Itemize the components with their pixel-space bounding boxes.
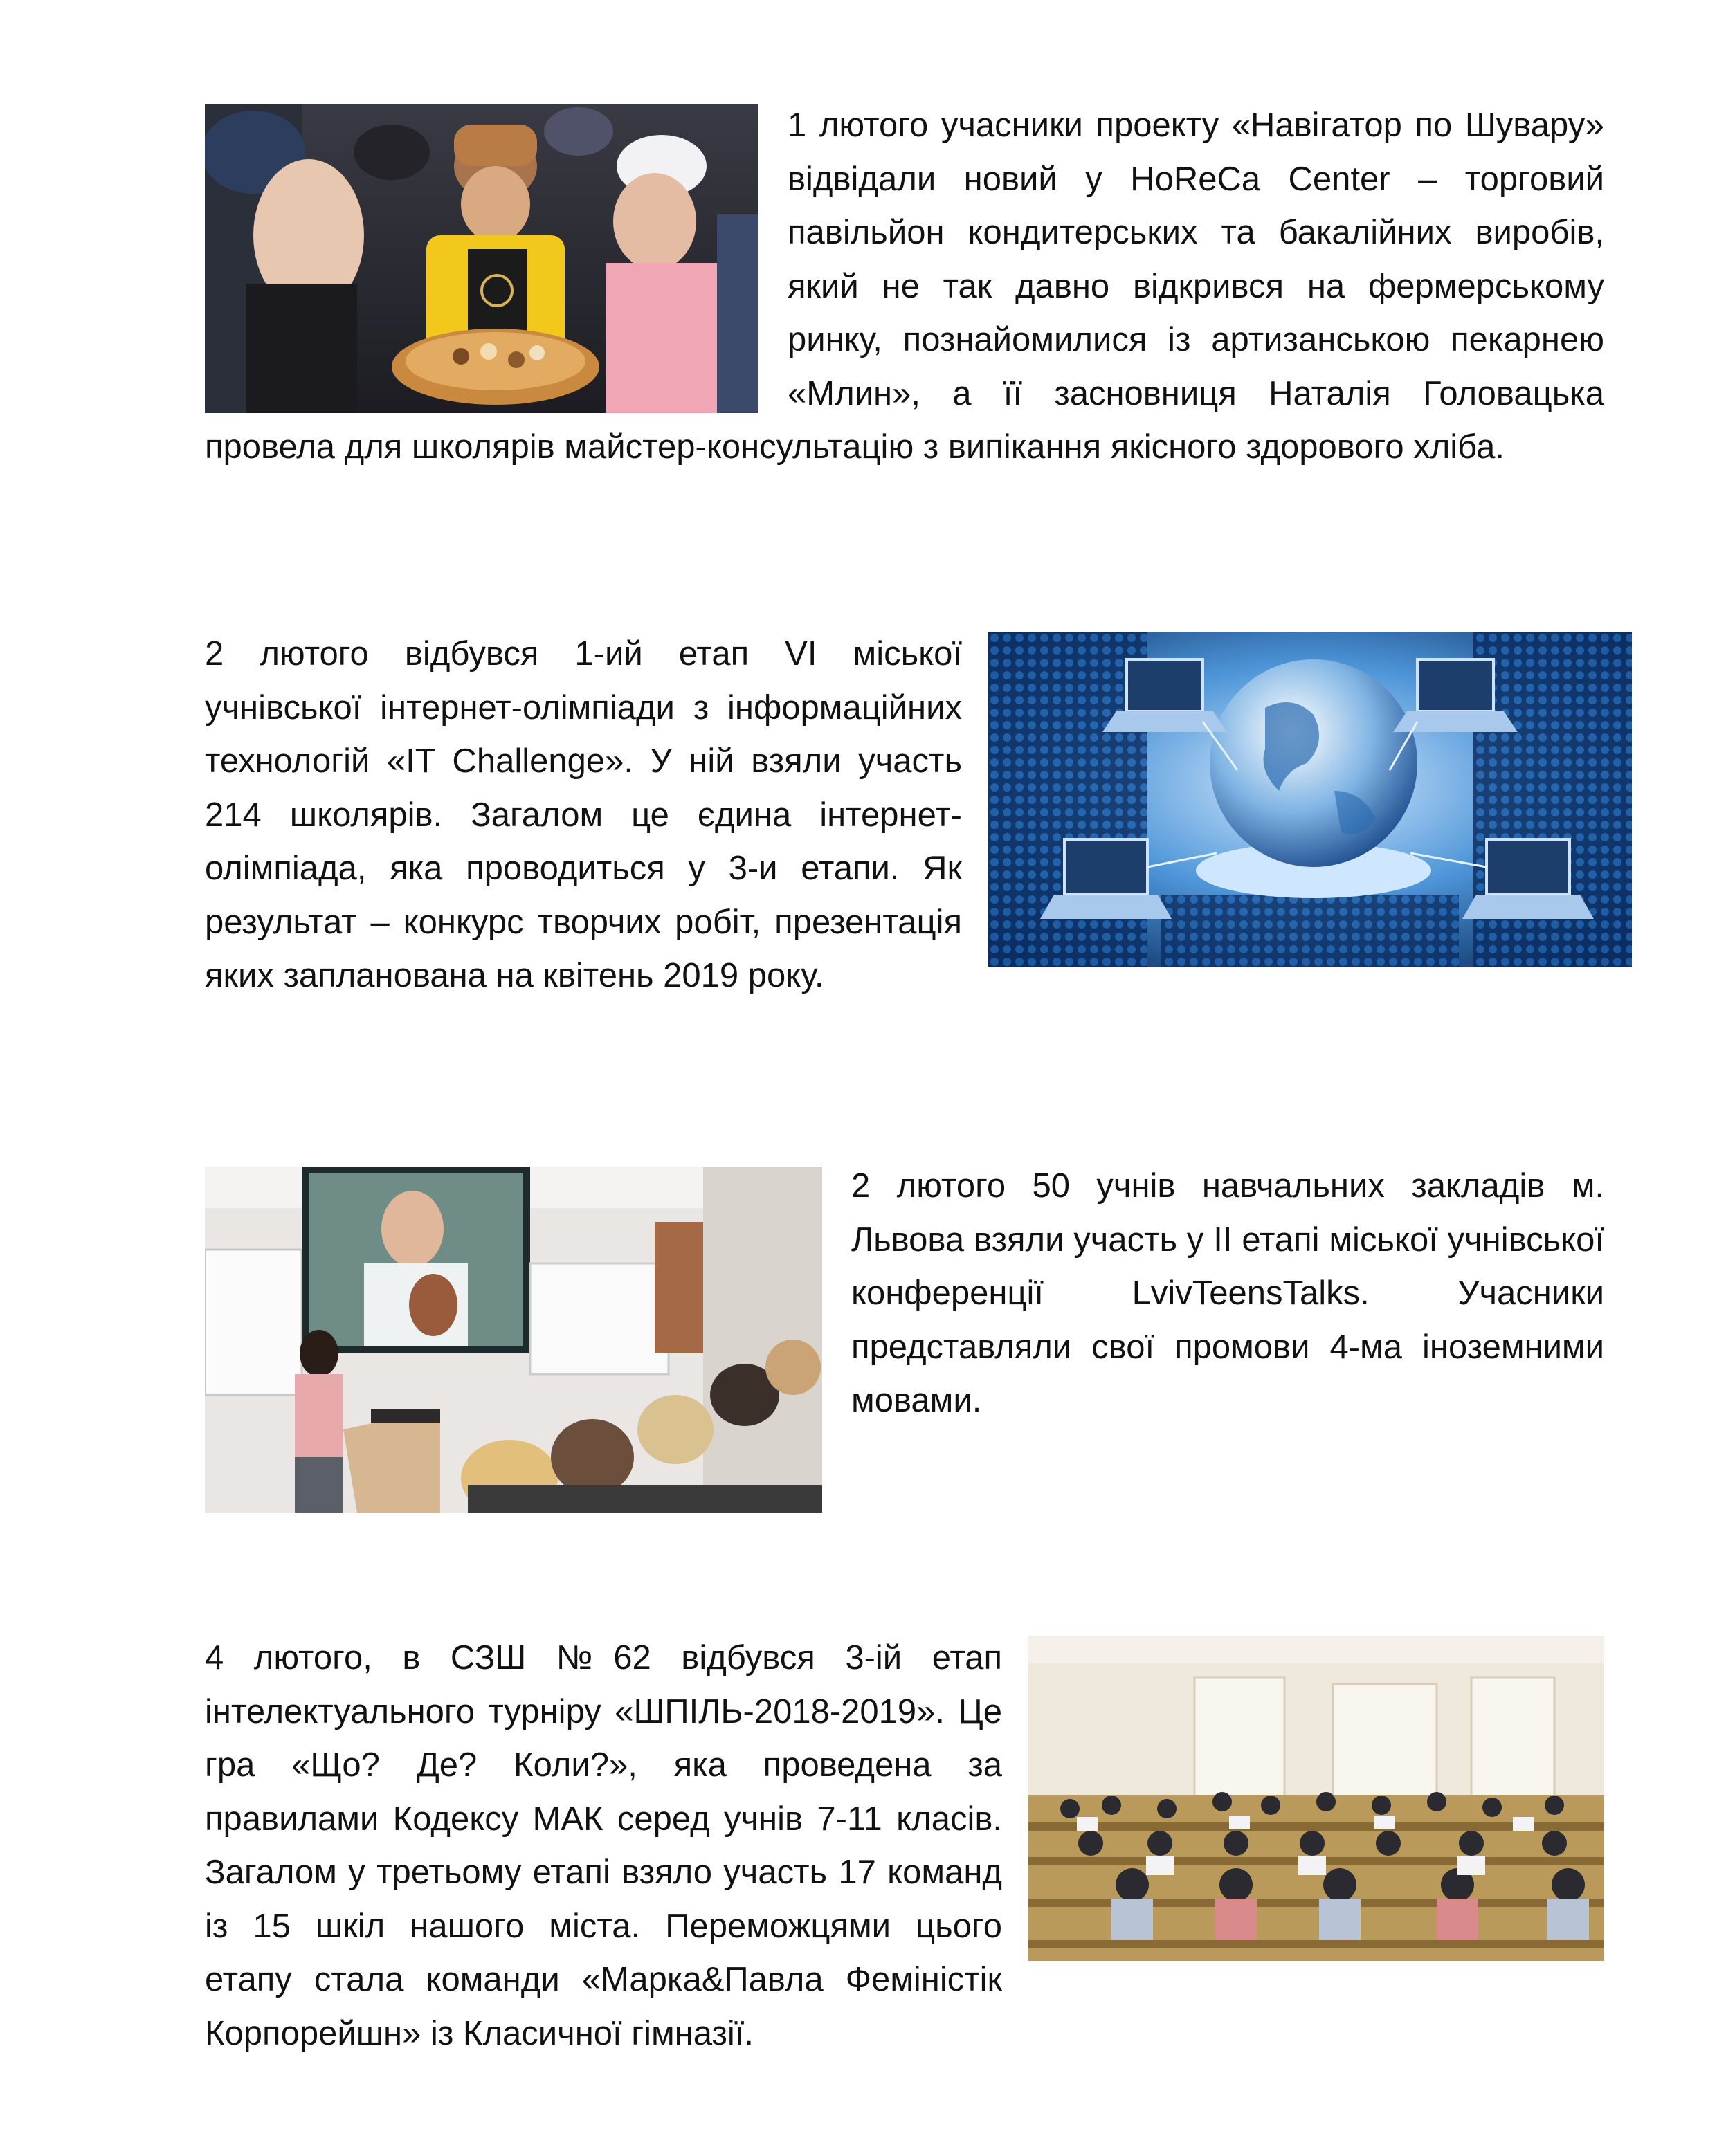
news-item-4-text: 4 лютого, в СЗШ №62 відбувся 3-ій етап інтелектуального турніру «ШПІЛЬ-2018-2019». Це гра «Що? Де? Коли?», яка проведена за правилами Кодексу МАК серед учнів 7-11 класів. Загалом у третьому етапі взяло участь 17 команд із 15 шкіл нашого міста. Переможцями цього етапу стала команди «Марка&Павла Феміністік Корпорейшн» із Класичної гімназії. [205, 1639, 1002, 2052]
news-item-3-text: 2 лютого 50 учнів навчальних закладів м. Львова взяли участь у ІІ етапі міської учнівської конференції LvivTeensTalks. Учасники представляли свої промови 4-ма іноземними мовами. [851, 1167, 1604, 1419]
internet-globe-image [988, 632, 1632, 967]
news-item-1 [205, 99, 1604, 475]
conference-photo [205, 1167, 822, 1513]
news-item-4 [205, 1632, 1604, 2061]
news-item-1-text: 1 лютого учасники проекту «Навігатор по Шувару» відвідали новий у HoReCa Center – торговий павільйон кондитерських та бакалійних виробів, який не так давно відкрився на фермерському ринку, познайомилися із артизанською пекарнею «Млин», а її засновниця Наталія Головацька провела для школярів майстер-консультацію з випікання якісного здорового хліба. [205, 107, 1604, 466]
tournament-photo [1028, 1636, 1604, 1961]
news-item-2-text: 2 лютого відбувся 1-ий етап VI міської учнівської інтернет-олімпіади з інформаційних технологій «IT Challenge». У ній взяли участь 214 школярів. Загалом це єдина інтернет-олімпіада, яка проводиться у 3-и етапи. Як результат – конкурс творчих робіт, презентація яких запланована на квітень 2019 року. [205, 635, 962, 994]
news-item-2 [205, 628, 1604, 1003]
news-item-3 [205, 1160, 1604, 1513]
bakery-photo [205, 104, 758, 413]
